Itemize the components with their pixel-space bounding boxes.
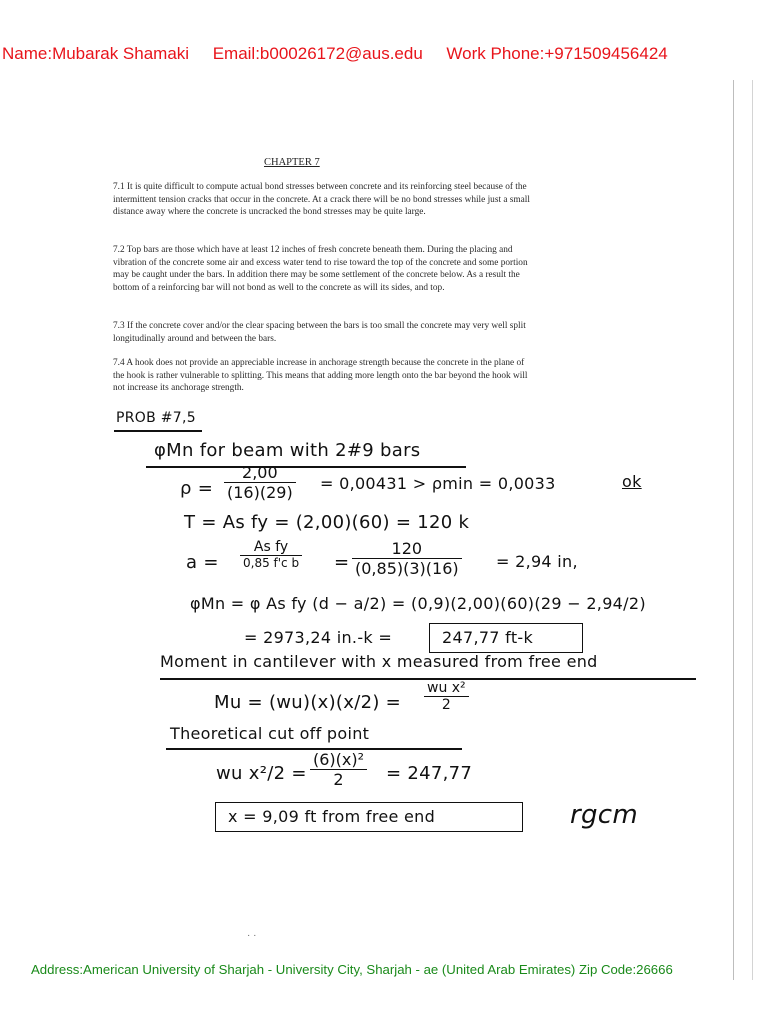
phimn-line: φMn = φ As fy (d − a/2) = (0,9)(2,00)(60)(29 − 2,94/2)	[190, 594, 646, 613]
mu-lhs: Mu = (wu)(x)(x/2) =	[214, 692, 402, 713]
a-denominator-1: 0,85 f'c b	[243, 556, 300, 570]
scan-page-edge-outer	[752, 80, 753, 980]
scan-page-edge	[733, 80, 734, 980]
name-text: Name:Mubarak Shamaki	[2, 44, 190, 63]
phone-text: Work Phone:+971509456424	[446, 44, 668, 63]
problem-label: PROB #7,5	[116, 410, 196, 426]
a-numerator-2: 120	[352, 539, 462, 559]
wu-numerator: (6)(x)²	[310, 750, 367, 770]
phimn-result: = 2973,24 in.-k =	[244, 628, 393, 647]
paragraph-7-1: 7.1 It is quite difficult to compute actual bond stresses between concrete and its reinforcing steel because of the intermittent tension cracks that occur in the concrete. At a crack there will be no bond stresses while just a small distance away where the concrete is uncracked the bond stresses may be quite large.	[113, 182, 530, 218]
ok-mark: ok	[622, 472, 642, 491]
line-phi-mn-underline	[146, 466, 466, 468]
wu-fraction	[310, 750, 367, 789]
phimn-answer: 247,77 ft-k	[442, 628, 534, 647]
handwritten-initials: rgcm	[570, 800, 639, 830]
mu-numerator: wu x²	[424, 680, 469, 697]
paragraph-7-4: 7.4 A hook does not provide an appreciable increase in anchorage strength because the concrete in the plane of the hook is rather vulnerable to splitting. This means that adding more length onto the bar beyond the hook will not increase its anchorage strength.	[113, 358, 528, 394]
rho-fraction	[224, 463, 296, 502]
theoretical-line: Theoretical cut off point	[170, 724, 370, 743]
a-numerator-1: As fy	[240, 539, 302, 556]
chapter-title: CHAPTER 7	[264, 157, 320, 168]
scan-artifact-dots: · ·	[247, 930, 257, 941]
address-footer: Address:American University of Sharjah - University City, Sharjah - ae (United Arab Emirates) Zip Code:26666	[31, 962, 673, 977]
rho-numerator: 2,00	[224, 463, 296, 483]
moment-line: Moment in cantilever with x measured from free end	[160, 652, 598, 671]
rho-lhs: ρ =	[180, 478, 214, 499]
email-text: Email:b00026172@aus.edu	[212, 44, 423, 63]
wu-lhs: wu x²/2 =	[216, 763, 307, 784]
a-rhs: = 2,94 in,	[496, 552, 578, 571]
tension-line: T = As fy = (2,00)(60) = 120 k	[184, 512, 470, 533]
a-equals: =	[334, 552, 350, 573]
wu-rhs: = 247,77	[386, 763, 473, 784]
rho-rhs: = 0,00431 > ρmin = 0,0033	[320, 474, 556, 493]
mu-fraction	[424, 680, 469, 713]
answer-box	[215, 802, 523, 832]
a-lhs: a =	[186, 552, 219, 573]
paragraph-7-2: 7.2 Top bars are those which have at least 12 inches of fresh concrete beneath them. During the placing and vibration of the concrete some air and excess water tend to rise toward the top of the concrete and some portion may be caught under the bars. In addition there may be some settlement of the concrete below. As a result the bottom of a reinforcing bar will not bond as well to the concrete as will its sides, and top.	[113, 245, 528, 293]
final-answer: x = 9,09 ft from free end	[228, 807, 436, 826]
a-fraction-1	[240, 539, 302, 570]
phimn-answer-box	[429, 623, 583, 653]
problem-label-underline	[114, 430, 202, 432]
line-phi-mn: φMn for beam with 2#9 bars	[154, 440, 421, 461]
mu-denominator: 2	[441, 697, 451, 713]
paragraph-7-3: 7.3 If the concrete cover and/or the clear spacing between the bars is too small the concrete may very well split longitudinally around and between the bars.	[113, 321, 526, 344]
contact-header	[2, 44, 768, 64]
rho-denominator: (16)(29)	[227, 483, 293, 502]
a-denominator-2: (0,85)(3)(16)	[355, 559, 459, 578]
wu-denominator: 2	[333, 770, 344, 789]
a-fraction-2	[352, 539, 462, 578]
